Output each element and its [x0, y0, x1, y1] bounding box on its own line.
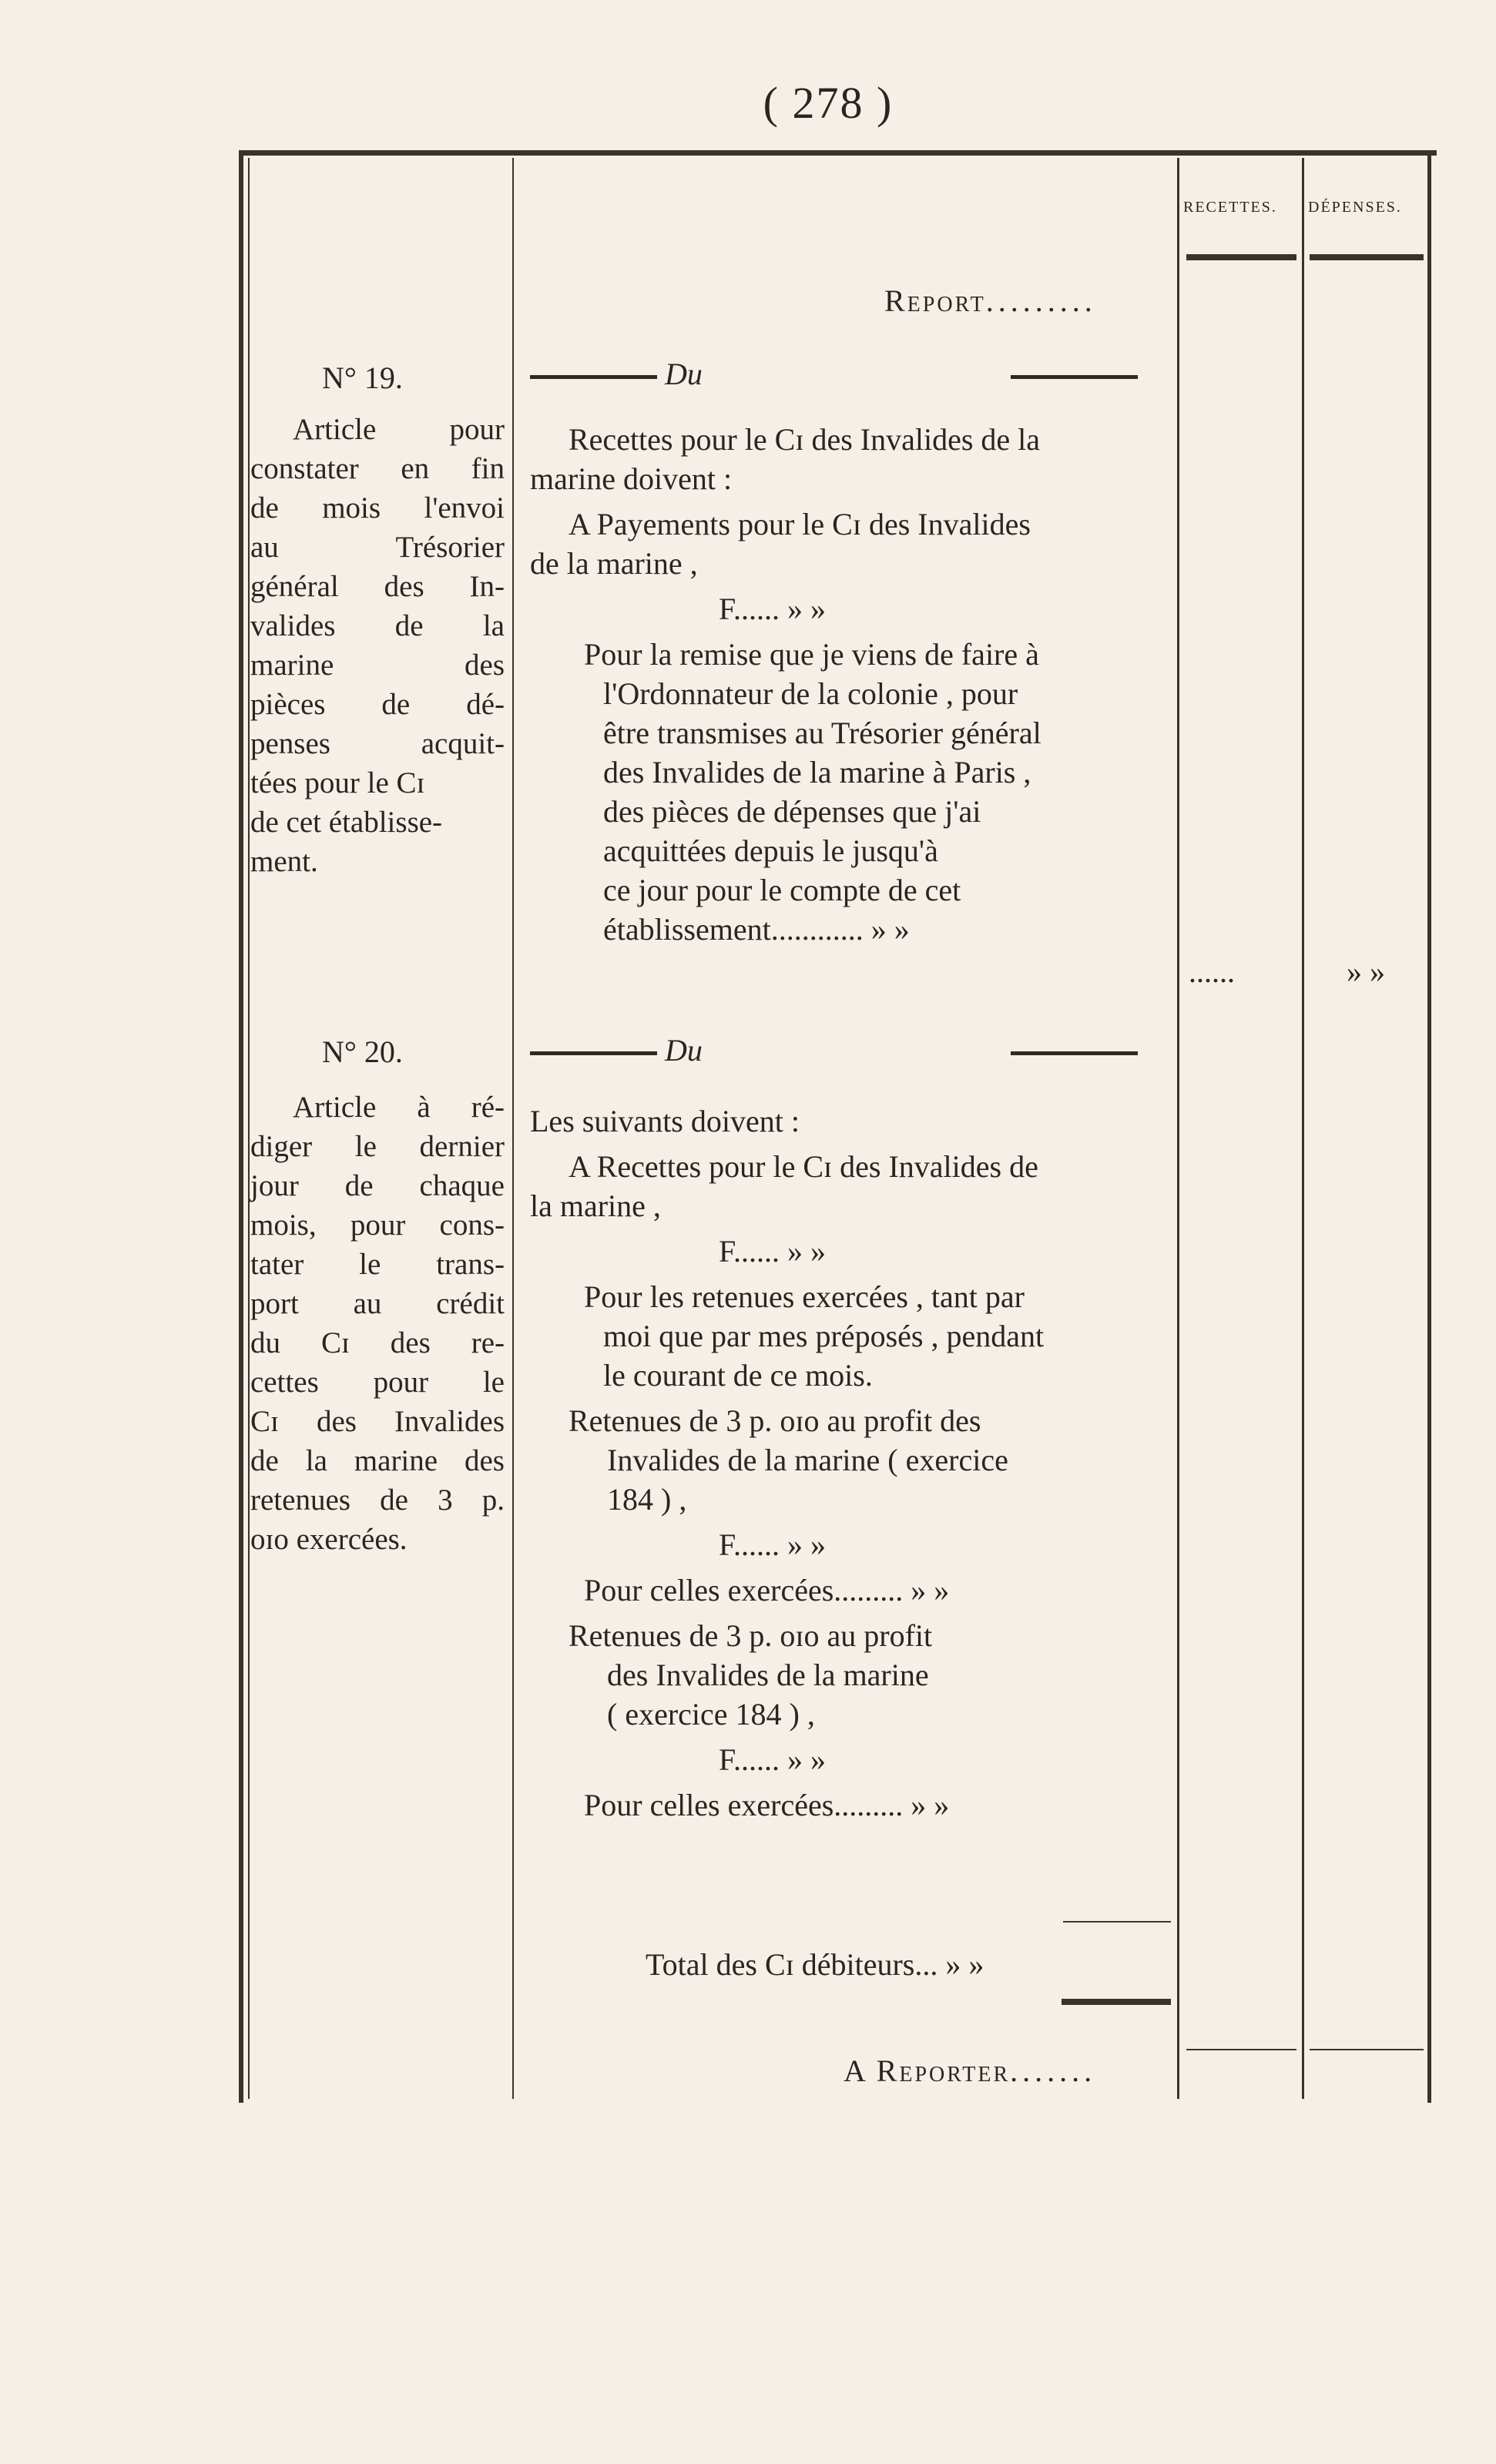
note-line: pièces de dé- [250, 688, 505, 721]
entry-side-note [250, 1088, 505, 1559]
entry-number: N° 19. [322, 360, 403, 395]
note-line: général des In- [250, 570, 505, 603]
rule-right [1011, 1051, 1138, 1055]
du-label: Du [665, 357, 703, 391]
note-line: de cet établisse- [250, 806, 443, 839]
a-reporter-line [844, 2051, 1096, 2090]
body-line: A Payements pour le Cɪ des Invalides [569, 507, 1031, 541]
note-line: tater le trans- [250, 1248, 505, 1281]
body-line: marine doivent : [530, 461, 733, 496]
note-line: cettes pour le [250, 1366, 505, 1399]
body-line: F...... » » [719, 1234, 827, 1269]
note-line: Cɪ des Invalides [250, 1405, 505, 1438]
body-line: Pour celles exercées......... » » [584, 1788, 950, 1822]
body-line: le courant de ce mois. [603, 1358, 873, 1393]
body-line: ce jour pour le compte de cet [603, 873, 961, 907]
body-line: établissement............ » » [603, 912, 910, 947]
entry-number: N° 20. [322, 1034, 403, 1069]
report-label: Report [884, 283, 986, 318]
note-line: du Cɪ des re- [250, 1326, 505, 1359]
body-line: Les suivants doivent : [530, 1104, 800, 1138]
note-line: de la marine des [250, 1444, 505, 1477]
du-label: Du [665, 1033, 703, 1068]
body-line: Pour la remise que je viens de faire à [584, 637, 1039, 672]
body-line: Recettes pour le Cɪ des Invalides de la [569, 422, 1041, 457]
report-dots: ......... [985, 283, 1097, 318]
rule-left [530, 375, 657, 379]
du-heading [530, 1031, 1138, 1070]
note-line: marine des [250, 649, 505, 682]
body-line: Pour celles exercées......... » » [584, 1573, 950, 1607]
report-line [884, 281, 1097, 320]
note-line: tées pour le Cɪ [250, 766, 425, 800]
body-line: ( exercice 184 ) , [607, 1697, 815, 1732]
note-line: constater en fin [250, 452, 505, 485]
note-line: retenues de 3 p. [250, 1483, 505, 1517]
body-line: A Recettes pour le Cɪ des Invalides de [569, 1149, 1038, 1184]
body-line: l'Ordonnateur de la colonie , pour [603, 676, 1018, 711]
body-line: des Invalides de la marine [607, 1658, 929, 1692]
entry-body [530, 1101, 1177, 1825]
depenses-header: DÉPENSES. [1308, 199, 1402, 216]
note-line: jour de chaque [250, 1169, 505, 1202]
body-line: Retenues de 3 p. oɪo au profit [569, 1618, 933, 1653]
du-heading [530, 354, 1138, 394]
body-line: des pièces de dépenses que j'ai [603, 794, 981, 829]
body-line: 184 ) , [607, 1482, 687, 1517]
a-reporter-label: A Reporter [844, 2053, 1011, 2088]
body-line: de la marine , [530, 546, 698, 581]
body-line: Pour les retenues exercées , tant par [584, 1279, 1025, 1314]
depenses-amount: » » [1347, 954, 1385, 989]
total-line: Total des Cɪ débiteurs... » » [646, 1947, 984, 1982]
body-line: F...... » » [719, 592, 827, 626]
page-number: ( 278 ) [763, 78, 894, 128]
body-line: être transmises au Trésorier général [603, 716, 1041, 750]
body-line: Invalides de la marine ( exercice [607, 1443, 1008, 1477]
note-line: ment. [250, 845, 318, 878]
note-line: valides de la [250, 609, 505, 642]
note-line: mois, pour cons- [250, 1209, 505, 1242]
note-line: port au crédit [250, 1287, 505, 1320]
note-line: penses acquit- [250, 727, 505, 760]
entry-body [530, 420, 1177, 949]
note-line: diger le dernier [250, 1130, 505, 1163]
a-reporter-dots: ....... [1010, 2053, 1097, 2088]
body-line: des Invalides de la marine à Paris , [603, 755, 1031, 789]
body-line: la marine , [530, 1188, 661, 1223]
rule-right [1011, 375, 1138, 379]
note-line: de mois l'envoi [250, 491, 505, 525]
body-line: Retenues de 3 p. oɪo au profit des [569, 1403, 981, 1438]
rule-left [530, 1051, 657, 1055]
note-line: oɪo exercées. [250, 1523, 408, 1556]
entry-side-note [250, 410, 505, 881]
recettes-header: RECETTES. [1183, 199, 1277, 216]
note-line: Article à ré- [293, 1091, 505, 1124]
note-line: Article pour [293, 413, 505, 446]
body-line: F...... » » [719, 1742, 827, 1777]
recettes-amount: ...... [1189, 954, 1235, 989]
body-line: moi que par mes préposés , pendant [603, 1319, 1045, 1353]
body-line: acquittées depuis le jusqu'à [603, 833, 938, 868]
body-line: F...... » » [719, 1527, 827, 1562]
note-line: au Trésorier [250, 531, 505, 564]
